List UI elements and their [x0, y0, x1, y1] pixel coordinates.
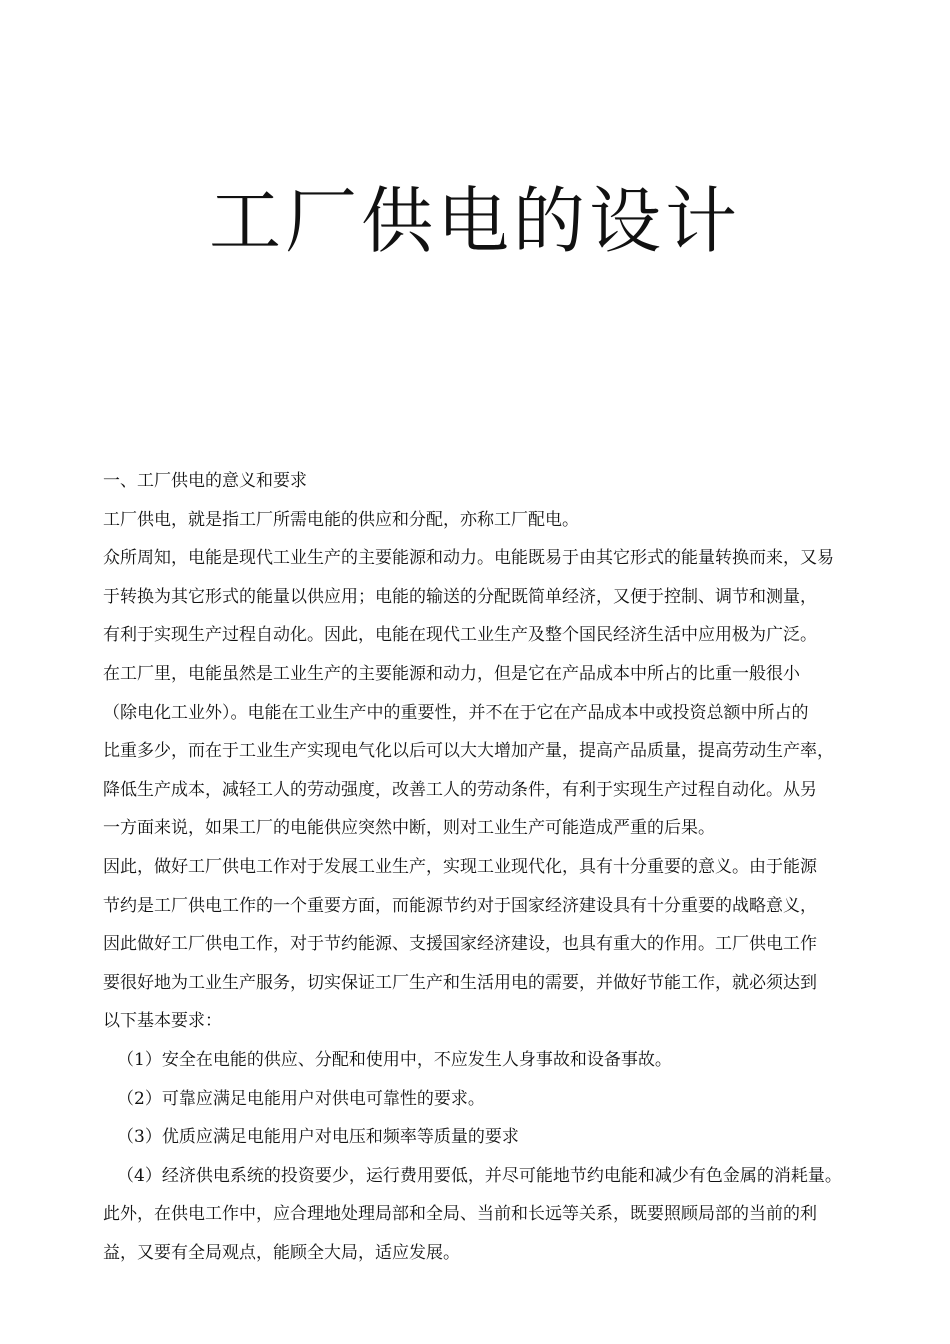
paragraph-line: 在工厂里，电能虽然是工业生产的主要能源和动力，但是它在产品成本中所占的比重一般很小	[103, 663, 800, 684]
paragraph-line: 众所周知，电能是现代工业生产的主要能源和动力。电能既易于由其它形式的能量转换而来，又易	[103, 548, 834, 569]
requirement-item: （4）经济供电系统的投资要少，运行费用要低，并尽可能地节约电能和减少有色金属的消耗量。	[117, 1165, 842, 1186]
paragraph-line: 降低生产成本，减轻工人的劳动强度，改善工人的劳动条件，有利于实现生产过程自动化。从另	[103, 779, 817, 800]
requirement-item: （1）安全在电能的供应、分配和使用中，不应发生人身事故和设备事故。	[117, 1049, 672, 1070]
paragraph-line: （除电化工业外）。电能在工业生产中的重要性，并不在于它在产品成本中或投资总额中所占的	[103, 702, 809, 723]
paragraph-line: 此外，在供电工作中，应合理地处理局部和全局、当前和长远等关系，既要照顾局部的当前的利	[103, 1204, 817, 1225]
paragraph-line: 有利于实现生产过程自动化。因此，电能在现代工业生产及整个国民经济生活中应用极为广泛。	[103, 625, 817, 646]
paragraph-line: 一方面来说，如果工厂的电能供应突然中断，则对工业生产可能造成严重的后果。	[103, 818, 715, 839]
document-title: 工厂供电的设计	[208, 179, 741, 263]
paragraph-line: 于转换为其它形式的能量以供应用；电能的输送的分配既简单经济，又便于控制、调节和测量，	[103, 586, 817, 607]
paragraph-line: 以下基本要求：	[103, 1011, 222, 1032]
paragraph-line: 比重多少，而在于工业生产实现电气化以后可以大大增加产量，提高产品质量，提高劳动生产率，	[103, 741, 834, 762]
paragraph-line: 益，又要有全局观点，能顾全大局，适应发展。	[103, 1242, 460, 1263]
paragraph-line: 因此做好工厂供电工作，对于节约能源、支援国家经济建设，也具有重大的作用。工厂供电工作	[103, 934, 817, 955]
requirement-item: （3）优质应满足电能用户对电压和频率等质量的要求	[117, 1127, 519, 1148]
paragraph-line: 工厂供电，就是指工厂所需电能的供应和分配，亦称工厂配电。	[103, 509, 579, 530]
section-heading: 一、工厂供电的意义和要求	[103, 471, 307, 491]
paragraph-line: 要很好地为工业生产服务，切实保证工厂生产和生活用电的需要，并做好节能工作，就必须达到	[103, 972, 817, 993]
paragraph-line: 因此，做好工厂供电工作对于发展工业生产，实现工业现代化，具有十分重要的意义。由于能源	[103, 856, 817, 877]
document-body	[103, 462, 893, 1272]
requirement-item: （2）可靠应满足电能用户对供电可靠性的要求。	[117, 1088, 485, 1109]
paragraph-line: 节约是工厂供电工作的一个重要方面，而能源节约对于国家经济建设具有十分重要的战略意义，	[103, 895, 817, 916]
